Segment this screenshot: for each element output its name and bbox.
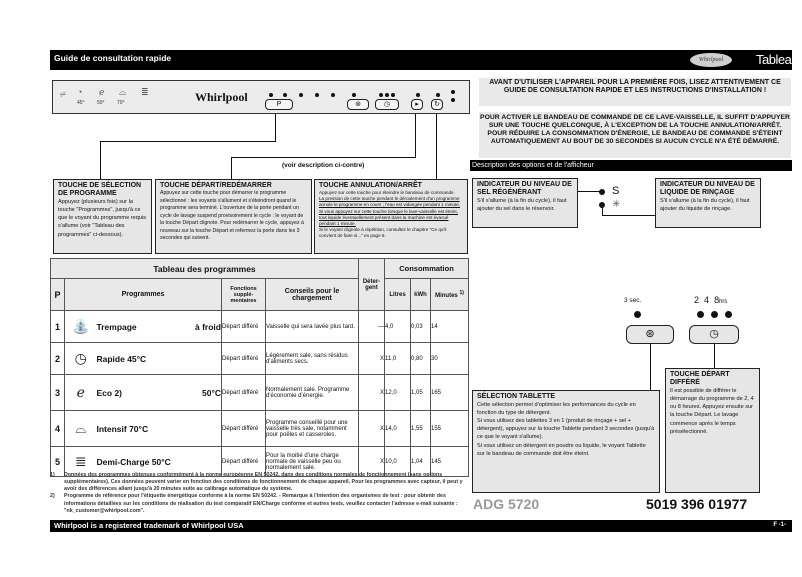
- tip-cell: Pour la moitié d'une charge normale de vaisselle peu ou normalement sale.: [266, 447, 359, 477]
- activation-notice: POUR ACTIVER LE BANDEAU DE COMMANDE DE CE LAVE-VAISSELLE, IL SUFFIT D'APPUYER SUR UNE TOUCHE QUELCONQUE, À L'EXCEPTION DE LA TOUCHE ANNULATION/ARRÊT. POUR RÉDUIRE LA CONSOMMATION D'ÉNERGIE, LE BANDEAU DE COMMANDE S'ÉTEINT AUTOMATIQUEMENT AU BOUT DE 30 SECONDES SI AUCUN CYCLE N'A ÉTÉ DÉMARRÉ.: [479, 112, 791, 158]
- rinse-aid-icon: ✳: [612, 199, 621, 210]
- delay-led-8: [725, 311, 732, 318]
- function-cell: Départ différé: [222, 311, 266, 343]
- table-row: [51, 343, 469, 375]
- litres-cell: 12,0: [385, 375, 411, 411]
- header-bar: [50, 50, 799, 70]
- start-callout: [155, 179, 312, 254]
- detergent-cell: —: [359, 311, 385, 343]
- control-panel-diagram: [52, 80, 470, 114]
- intensive-icon: ⌓: [65, 411, 97, 447]
- callout-body: Appuyez sur cette touche pour démarrer le programme sélectionné : les voyants s'allument et s'éteindront quand le programme sera terminé. L'ouverture de la porte pendant un cycle de lavage suspend provisoirement le cycle : le voyant de la touche Départ clignote. Pour redémarrer le cycle, appuyez à nouveau sur la touche Départ et refermez la porte dans les 3 secondes qui suivent.: [160, 190, 304, 242]
- tip-cell: Vaisselle qui sera lavée plus tard.: [266, 311, 359, 343]
- delay-led-2: [697, 311, 704, 318]
- led: [315, 93, 319, 97]
- p-header: P: [51, 279, 65, 311]
- program-select-callout: [53, 179, 152, 254]
- cancel-button[interactable]: ↻: [431, 99, 443, 110]
- detergent-cell: X: [359, 375, 385, 411]
- led: [385, 93, 389, 97]
- cancel-callout: [314, 179, 468, 254]
- prewash-icon: ⩫: [59, 89, 67, 99]
- salt-led: [599, 189, 605, 195]
- callout-text: Si le voyant clignote à répétition, consultez le chapitre "Ce qu'il convient de faire si..." en page 6.: [319, 227, 447, 239]
- kwh-cell: 0,80: [411, 343, 431, 375]
- eco-icon: ℯ: [99, 87, 105, 97]
- delay-start-box: [665, 368, 760, 493]
- connector: [578, 191, 600, 192]
- row-number: 5: [51, 447, 65, 477]
- function-cell: Départ différé: [222, 343, 266, 375]
- tablet-led: [634, 311, 641, 318]
- minutes-cell: 14: [431, 311, 469, 343]
- tablet-button[interactable]: ⊛: [347, 99, 369, 110]
- led: [391, 93, 395, 97]
- connector: [231, 157, 416, 158]
- tip-cell: Légèrement sale, sans résidus d'aliments secs.: [266, 343, 359, 375]
- whirlpool-logo: Whirlpool: [195, 90, 248, 104]
- detergent-cell: X: [359, 411, 385, 447]
- tablet-time-label: 3 sec.: [624, 297, 642, 304]
- see-description-note: (voir description ci-contre): [282, 162, 365, 169]
- tip-cell: Programme conseillé pour une vaisselle très sale, notamment pour poêles et casseroles.: [266, 411, 359, 447]
- tablet-button-large[interactable]: ⊛: [626, 325, 674, 344]
- led: [331, 93, 335, 97]
- description-bar: Description des options et de l'afficheur: [470, 160, 792, 171]
- connector: [602, 215, 655, 216]
- tip-cell: Normalement sale. Programme d'économie d'énergie.: [266, 375, 359, 411]
- led: [436, 93, 440, 97]
- salt-indicator-box: [472, 178, 578, 228]
- temp-50-label: 50°: [97, 100, 105, 106]
- eco-icon: ℯ: [65, 375, 97, 411]
- tablet-selection-box: [472, 390, 660, 493]
- led: [299, 93, 303, 97]
- row-number: 2: [51, 343, 65, 375]
- litres-cell: 10,0: [385, 447, 411, 477]
- rinse-led: [451, 98, 455, 102]
- part-number: 5019 396 01977: [646, 496, 748, 512]
- detergent-cell: X: [359, 343, 385, 375]
- function-cell: Départ différé: [222, 375, 266, 411]
- indicator-body: S'il s'allume (à la fin du cycle), il faut ajouter du sel dans le réservoir.: [477, 198, 567, 213]
- connector: [415, 114, 416, 158]
- connector: [275, 114, 276, 142]
- programmes-header: Programmes: [65, 279, 222, 311]
- option-text: Si vous utilisez un détergent en poudre ou liquide, le voyant Tablette sur le bandeau de commande doit être éteint.: [477, 442, 646, 457]
- function-cell: Départ différé: [222, 411, 266, 447]
- callout-text: Appuyez sur cette touche pour éteindre le bandeau de commande.: [319, 190, 455, 196]
- connector: [100, 141, 276, 142]
- whirlpool-badge: Whirlpool: [690, 53, 732, 67]
- minutes-cell: 155: [431, 411, 469, 447]
- program-name: Eco 2) 50°C: [97, 375, 222, 411]
- led: [283, 93, 287, 97]
- table-row: [51, 311, 469, 343]
- kwh-cell: 1,04: [411, 447, 431, 477]
- program-name: Demi-Charge 50°C: [97, 447, 222, 477]
- table-row: [51, 411, 469, 447]
- delay-button[interactable]: ◷: [375, 99, 399, 110]
- table-title: Tableau des programmes: [51, 259, 359, 279]
- connector: [100, 141, 101, 179]
- kwh-cell: 1,05: [411, 375, 431, 411]
- consumption-header: Consommation: [385, 259, 469, 279]
- minutes-cell: 30: [431, 343, 469, 375]
- callout-title: TOUCHE DE SÉLECTION DE PROGRAMME: [58, 182, 142, 198]
- trademark-text: Whirlpool is a registered trademark of Whirlpool USA: [54, 521, 244, 530]
- footnote-1: 1) Données des programmes obtenues conformément à la norme européenne EN 50242, dans des conditions normales de fonctionnement (sans options supplémentaires). Ces données peuvent varier en fonction des conditions de fonctionnement de chaque appareil. Pour les programmes avec capteur, il peut y avoir des différences allant jusqu'à 20 minutes suite au calibrage automatique du système.: [50, 472, 463, 493]
- rinse-indicator-box: [655, 178, 761, 228]
- kwh-header: kWh: [411, 279, 431, 311]
- rapid-icon: ◷: [65, 343, 97, 375]
- led: [416, 93, 420, 97]
- option-text: Si vous utilisez des tablettes 3 en 1 (produit de rinçage + sel + détergent), appuyez sur la touche Tablette pendant 3 secondes (jusqu'à ce que le voyant s'allume).: [477, 418, 655, 441]
- litres-cell: 14,0: [385, 411, 411, 447]
- kwh-cell: 1,55: [411, 411, 431, 447]
- program-table: [50, 258, 469, 477]
- kwh-cell: 0,03: [411, 311, 431, 343]
- footnote-2: 2) Programme de référence pour l'étiquette énergétique conforme à la norme EN 50242. - Remarque à l'intention des organismes de test : pour obtenir des informations détaillées sur les conditions de réalisation du test comparatif EN/Charge conforme et autres tests, veuillez contacter l'adresse e-mail suivante : "nk_customer@whirlpool.com".: [50, 493, 458, 514]
- callout-title: TOUCHE ANNULATION/ARRÊT: [319, 182, 422, 189]
- footer-bar: [50, 520, 792, 532]
- first-use-notice: AVANT D'UTILISER L'APPAREIL POUR LA PREMIÈRE FOIS, LISEZ ATTENTIVEMENT CE GUIDE DE CONSULTATION RAPIDE ET LES INSTRUCTIONS D'INSTALLATION !: [479, 78, 791, 106]
- led: [269, 93, 273, 97]
- litres-header: Litres: [385, 279, 411, 311]
- minutes-header: Minutes $^{1)}$: [431, 279, 469, 311]
- connector: [714, 344, 715, 368]
- tips-header: Conseils pour le chargement: [266, 279, 359, 311]
- indicator-body: S'il s'allume (à la fin du cycle), il faut ajouter du liquide de rinçage.: [660, 198, 750, 213]
- delay-hours-label: 2 4 8hrs: [694, 295, 728, 305]
- connector: [650, 344, 651, 390]
- detergent-cell: X: [359, 447, 385, 477]
- row-number: 3: [51, 375, 65, 411]
- connector: [602, 207, 603, 215]
- soak-icon: ⛲: [65, 311, 97, 343]
- section-title: Tableau: [756, 52, 799, 67]
- program-button[interactable]: P: [265, 99, 293, 110]
- indicator-title: INDICATEUR DU NIVEAU DE LIQUIDE DE RINÇAGE: [660, 181, 755, 197]
- callout-text: La pression de cette touche pendant le déroulement d'un programme annule le programme en cours ; l'eau est vidangée pendant 1 minute.: [319, 196, 461, 208]
- callout-title: TOUCHE DÉPART/REDÉMARRER: [160, 182, 272, 189]
- minutes-cell: 165: [431, 375, 469, 411]
- function-cell: Départ différé: [222, 447, 266, 477]
- detergent-header: Déter-gent: [359, 259, 385, 311]
- connector: [436, 114, 437, 179]
- temp-45-label: 45°: [77, 100, 85, 106]
- delay-led-4: [711, 311, 718, 318]
- litres-cell: 4,0: [385, 311, 411, 343]
- option-text: Il est possible de différer le démarrage du programme de 2, 4 ou 8 heures. Appuyez ensuite sur la touche Départ. Le lavage commence après le temps présélectionné.: [670, 388, 754, 435]
- indicator-title: INDICATEUR DU NIVEAU DE SEL RÉGÉNÉRANT: [477, 181, 572, 197]
- footnotes: [50, 472, 470, 515]
- callout-text: Si vous appuyez sur cette touche lorsque le lave-vaisselle est éteint, tout liquide éventuellement présent dans la machine est évacué pendant 1 minute.: [319, 208, 458, 226]
- option-text: Cette sélection permet d'optimiser les performances du cycle en fonction du type de détergent.: [477, 402, 636, 417]
- option-title: SÉLECTION TABLETTE: [477, 393, 556, 400]
- program-name: Intensif 70°C: [97, 411, 222, 447]
- salt-led: [451, 90, 455, 94]
- led: [352, 93, 356, 97]
- start-button[interactable]: ▸: [411, 99, 423, 110]
- minutes-cell: 145: [431, 447, 469, 477]
- connector: [231, 157, 232, 179]
- row-number: 4: [51, 411, 65, 447]
- intensive-icon: ⌓: [119, 87, 127, 97]
- program-name: Rapide 45°C: [97, 343, 222, 375]
- half-load-icon: ≣: [141, 87, 149, 97]
- table-row: [51, 375, 469, 411]
- delay-button-large[interactable]: ◷: [689, 325, 739, 344]
- half-load-icon: ≣: [65, 447, 97, 477]
- guide-title: Guide de consultation rapide: [54, 53, 172, 63]
- page-number: F -1-: [773, 522, 786, 528]
- functions-header: Fonctions supplé-mentaires: [222, 279, 266, 311]
- led: [379, 93, 383, 97]
- temp-70-label: 70°: [117, 100, 125, 106]
- program-name: Trempage à froid: [97, 311, 222, 343]
- litres-cell: 11,0: [385, 343, 411, 375]
- callout-body: Appuyez (plusieurs fois) sur la touche "Programmes", jusqu'à ce que le voyant du programme requis s'allume (voir "Tableau des programmes" ci-dessous).: [58, 199, 146, 238]
- salt-icon: S: [612, 185, 620, 197]
- option-title: TOUCHE DÉPART DIFFÉRÉ: [670, 371, 730, 387]
- rapid-icon: ◔: [77, 87, 83, 97]
- model-number: ADG 5720: [473, 496, 540, 512]
- row-number: 1: [51, 311, 65, 343]
